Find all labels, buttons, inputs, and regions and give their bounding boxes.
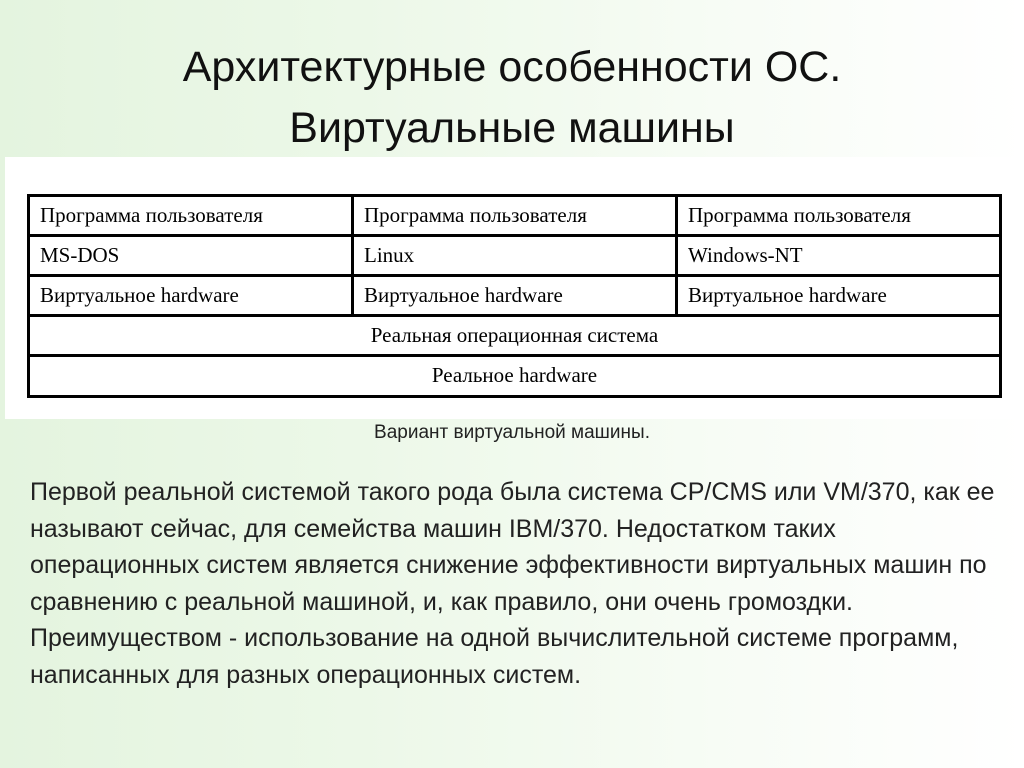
virtual-hardware-cell-2: Виртуальное hardware — [354, 277, 678, 314]
guest-os-msdos: MS-DOS — [30, 237, 354, 274]
real-os-cell: Реальная операционная система — [370, 323, 659, 347]
real-os-row — [30, 317, 999, 357]
real-hardware-row — [30, 357, 999, 395]
figure-caption: Вариант виртуальной машины. — [374, 422, 650, 443]
guest-os-windows-nt: Windows-NT — [688, 243, 803, 267]
slide-title-line2: Виртуальные машины — [289, 104, 735, 152]
real-hardware-cell: Реальное hardware — [431, 363, 598, 387]
guest-os-row — [30, 237, 999, 277]
user-program-cell-2: Программа пользователя — [354, 197, 678, 234]
vm-diagram-panel — [5, 157, 1024, 419]
virtual-hardware-row — [30, 277, 999, 317]
user-program-cell-1: Программа пользователя — [30, 197, 354, 234]
slide-title-line1: Архитектурные особенности ОС. — [182, 43, 842, 91]
user-programs-row — [30, 197, 999, 237]
virtual-hardware-cell-3: Виртуальное hardware — [688, 283, 887, 307]
virtual-hardware-cell-1: Виртуальное hardware — [30, 277, 354, 314]
guest-os-linux: Linux — [354, 237, 678, 274]
vm-architecture-table — [27, 194, 1002, 398]
user-program-cell-3: Программа пользователя — [688, 203, 911, 227]
body-paragraph: Первой реальной системой такого рода была система CP/CMS или VM/370, как ее называют сейчас, для семейства машин IBM/370. Недостатком таких операционных систем является снижение эффективности виртуальных машин по сравнению с реальной машиной, и, как правило, они очень громоздки. Преимуществом - использование на одной вычислительной системе программ, написанных для разных операционных систем. — [30, 478, 995, 689]
